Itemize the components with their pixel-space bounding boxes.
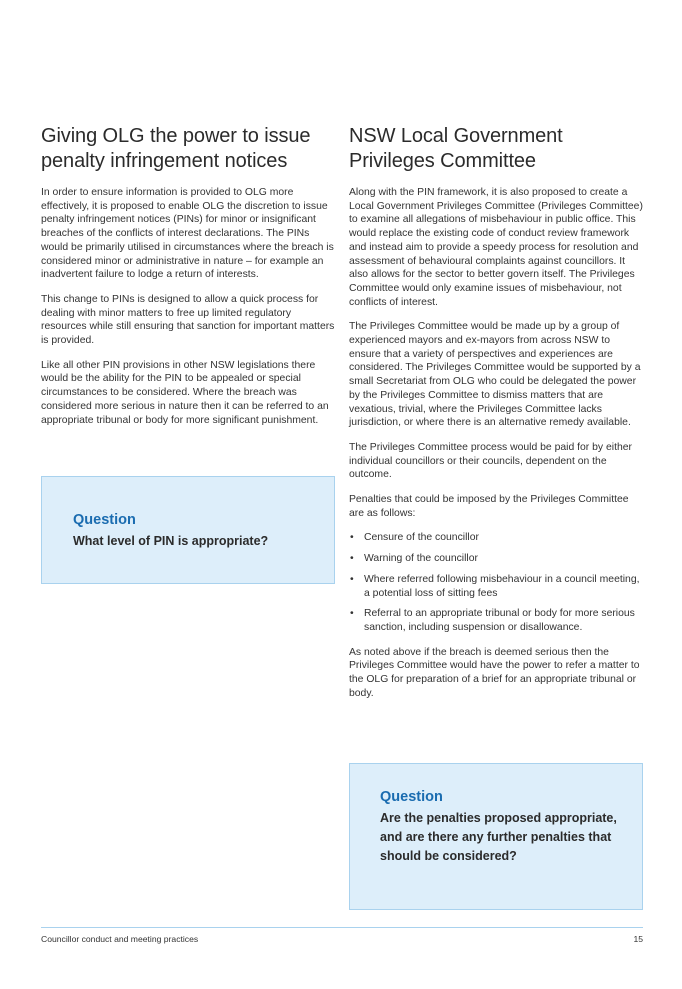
list-item (349, 573, 643, 600)
question-text: Are the penalties proposed appropriate, and are there any further penalties that should be considered? (380, 811, 617, 864)
question-text: What level of PIN is appropriate? (73, 534, 269, 548)
right-heading: NSW Local Government Privileges Committee (349, 125, 563, 172)
bullet-icon: • (350, 573, 354, 585)
bullet-icon: • (350, 553, 354, 565)
right-paragraph-1: Along with the PIN framework, it is also proposed to create a Local Government Privileges Committee (Privileges Committee) to examine all allegations of misbehaviour in public office. This would replace the existing code of conduct review framework and instead aim to provide a speedy process for resolution and assessment of behavioural complaints against councillors. It also allows for the sector to better govern itself. The Privileges Committee would only examine issues of misbehaviour, not conflicts of interest. (349, 187, 643, 308)
left-heading: Giving OLG the power to issue penalty infringement notices (41, 125, 311, 172)
left-column (41, 124, 337, 438)
penalties-list (349, 531, 643, 634)
right-paragraph-4: Penalties that could be imposed by the Privileges Committee are as follows: (349, 494, 629, 519)
right-closing-paragraph: As noted above if the breach is deemed serious then the Privileges Committee would have the power to refer a matter to the OLG for preparation of a brief for an appropriate tribunal or body. (349, 646, 640, 699)
question-label: Question (380, 789, 443, 805)
question-box-penalties (349, 763, 643, 910)
list-item (349, 607, 643, 634)
list-item-text: Where referred following misbehaviour in a council meeting, a potential loss of sitting fees (364, 573, 640, 599)
right-column (349, 124, 643, 712)
left-paragraph-3: Like all other PIN provisions in other NSW legislations there would be the ability for the PIN to be appealed or special circumstances to be considered. Where the breach was considered more serious in nature then it can be referred to an appropriate tribunal or body for more significant punishment. (41, 359, 329, 426)
question-label: Question (73, 512, 136, 528)
bullet-icon: • (350, 608, 354, 620)
footer-divider (41, 927, 643, 928)
bullet-icon: • (350, 532, 354, 544)
left-paragraph-2: This change to PINs is designed to allow a quick process for dealing with minor matters to free up limited regulatory resources while still ensuring that sanction for important matters is provided. (41, 293, 335, 347)
question-box-pin (41, 476, 335, 584)
list-item (349, 531, 643, 545)
footer-title: Councillor conduct and meeting practices (41, 934, 199, 944)
left-paragraph-1: In order to ensure information is provided to OLG more effectively, it is proposed to enable OLG the discretion to issue penalty infringement notices (PINs) for minor or insignificant breaches of the conflicts of interest declarations. The PINs would be primarily utilised in circumstances where the breach is considered minor or administrative in nature – for example an inadvertent failure to lodge a return of interests. (41, 187, 334, 281)
right-paragraph-3: The Privileges Committee process would be paid for by either individual councillors or their councils, dependent on the outcome. (349, 441, 632, 481)
list-item-text: Warning of the councillor (364, 553, 478, 565)
list-item (349, 552, 643, 566)
list-item-text: Censure of the councillor (364, 532, 479, 544)
list-item-text: Referral to an appropriate tribunal or body for more serious sanction, including suspension or disallowance. (364, 608, 635, 633)
page-number: 15 (633, 934, 643, 944)
right-paragraph-2: The Privileges Committee would be made up by a group of experienced mayors and ex-mayors from across NSW to ensure that a variety of perspectives and experiences are considered. The Privileges Committee would be supported by a small Secretariat from OLG who could be delegated the power by the Privileges Committee to dismiss matters that are vexatious, trivial, where the Privileges Committee lacks jurisdiction, or where there is an alternative remedy available. (349, 321, 641, 429)
